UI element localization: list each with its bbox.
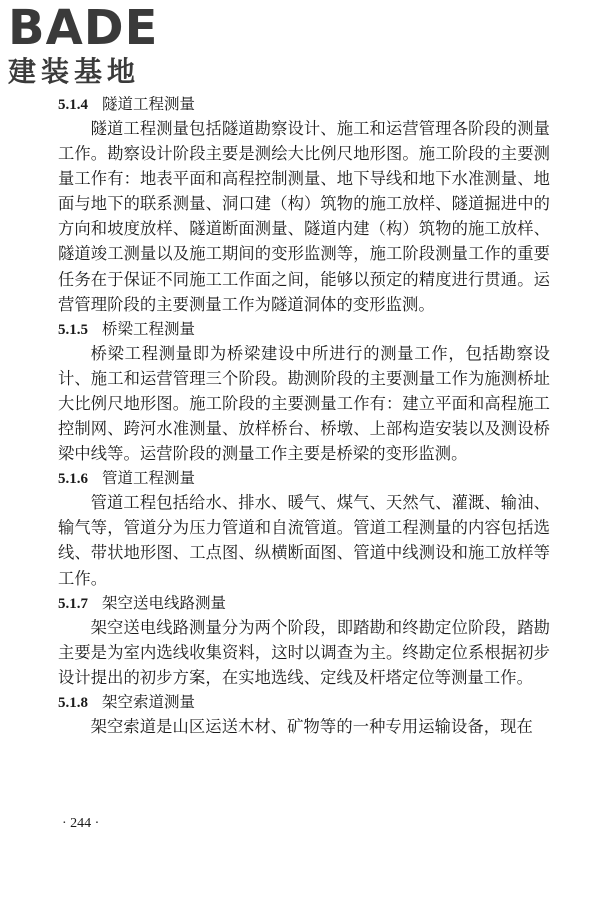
bade-logo — [8, 2, 178, 92]
section-pipeline — [58, 466, 550, 590]
section-body: 桥梁工程测量即为桥梁建设中所进行的测量工作，包括勘察设计、施工和运营管理三个阶段。勘测阶段的主要测量工作为施测桥址大比例尺地形图。施工阶段的主要测量工作有：建立平面和高程施工控制网、跨河水准测量、放样桥台、桥墩、上部构造安装以及测设桥梁中线等。运营阶段的测量工作主要是桥梁的变形监测。 — [58, 343, 550, 464]
section-heading — [58, 317, 550, 341]
section-title: 管道工程测量 — [102, 469, 196, 488]
page-content — [58, 92, 550, 739]
section-body: 架空送电线路测量分为两个阶段，即踏勘和终勘定位阶段，踏勘主要是为室内选线收集资料，这时以调查为主。终勘定位系根据初步设计提出的初步方案，在实地选线、定线及杆塔定位等测量工作。 — [58, 617, 550, 687]
section-number: 5.1.4 — [58, 97, 88, 113]
section-ropeway — [58, 690, 550, 739]
section-number: 5.1.6 — [58, 471, 88, 488]
section-body: 架空索道是山区运送木材、矿物等的一种专用运输设备，现在 — [90, 716, 533, 736]
section-body: 管道工程包括给水、排水、暖气、煤气、天然气、灌溉、输油、输气等，管道分为压力管道和自流管道。管道工程测量的内容包括选线、带状地形图、工点图、纵横断面图、管道中线测设和施工放样等工作。 — [58, 493, 550, 588]
section-heading — [58, 690, 550, 714]
logo-latin-text: BADE — [8, 0, 159, 56]
section-title: 架空索道测量 — [102, 692, 196, 711]
section-bridge — [58, 317, 550, 466]
section-number: 5.1.7 — [58, 595, 88, 612]
section-number: 5.1.8 — [58, 694, 88, 711]
section-heading — [58, 466, 550, 490]
section-title: 桥梁工程测量 — [102, 319, 196, 338]
page-number: · 244 · — [62, 816, 100, 831]
section-power-line — [58, 591, 550, 690]
section-body: 隧道工程测量包括隧道勘察设计、施工和运营管理各阶段的测量工作。勘察设计阶段主要是测绘大比例尺地形图。施工阶段的主要测量工作有：地表平面和高程控制测量、地下导线和地下水准测量、地面与地下的联系测量、洞口建（构）筑物的施工放样、隧道掘进中的方向和坡度放样、隧道断面测量、隧道内建（构）筑物的施工放样、隧道竣工测量以及施工期间的变形监测等，施工阶段测量工作的重要任务在于保证不同施工工作面之间，能够以预定的精度进行贯通。运营管理阶段的主要测量工作为隧道洞体的变形监测。 — [58, 119, 550, 314]
section-tunnel — [58, 92, 550, 317]
section-heading — [58, 92, 550, 116]
section-number: 5.1.5 — [58, 321, 88, 338]
section-title: 架空送电线路测量 — [102, 593, 227, 612]
section-title: 隧道工程测量 — [102, 95, 196, 113]
section-heading — [58, 591, 550, 615]
logo-cjk-text: 建装基地 — [8, 55, 141, 88]
